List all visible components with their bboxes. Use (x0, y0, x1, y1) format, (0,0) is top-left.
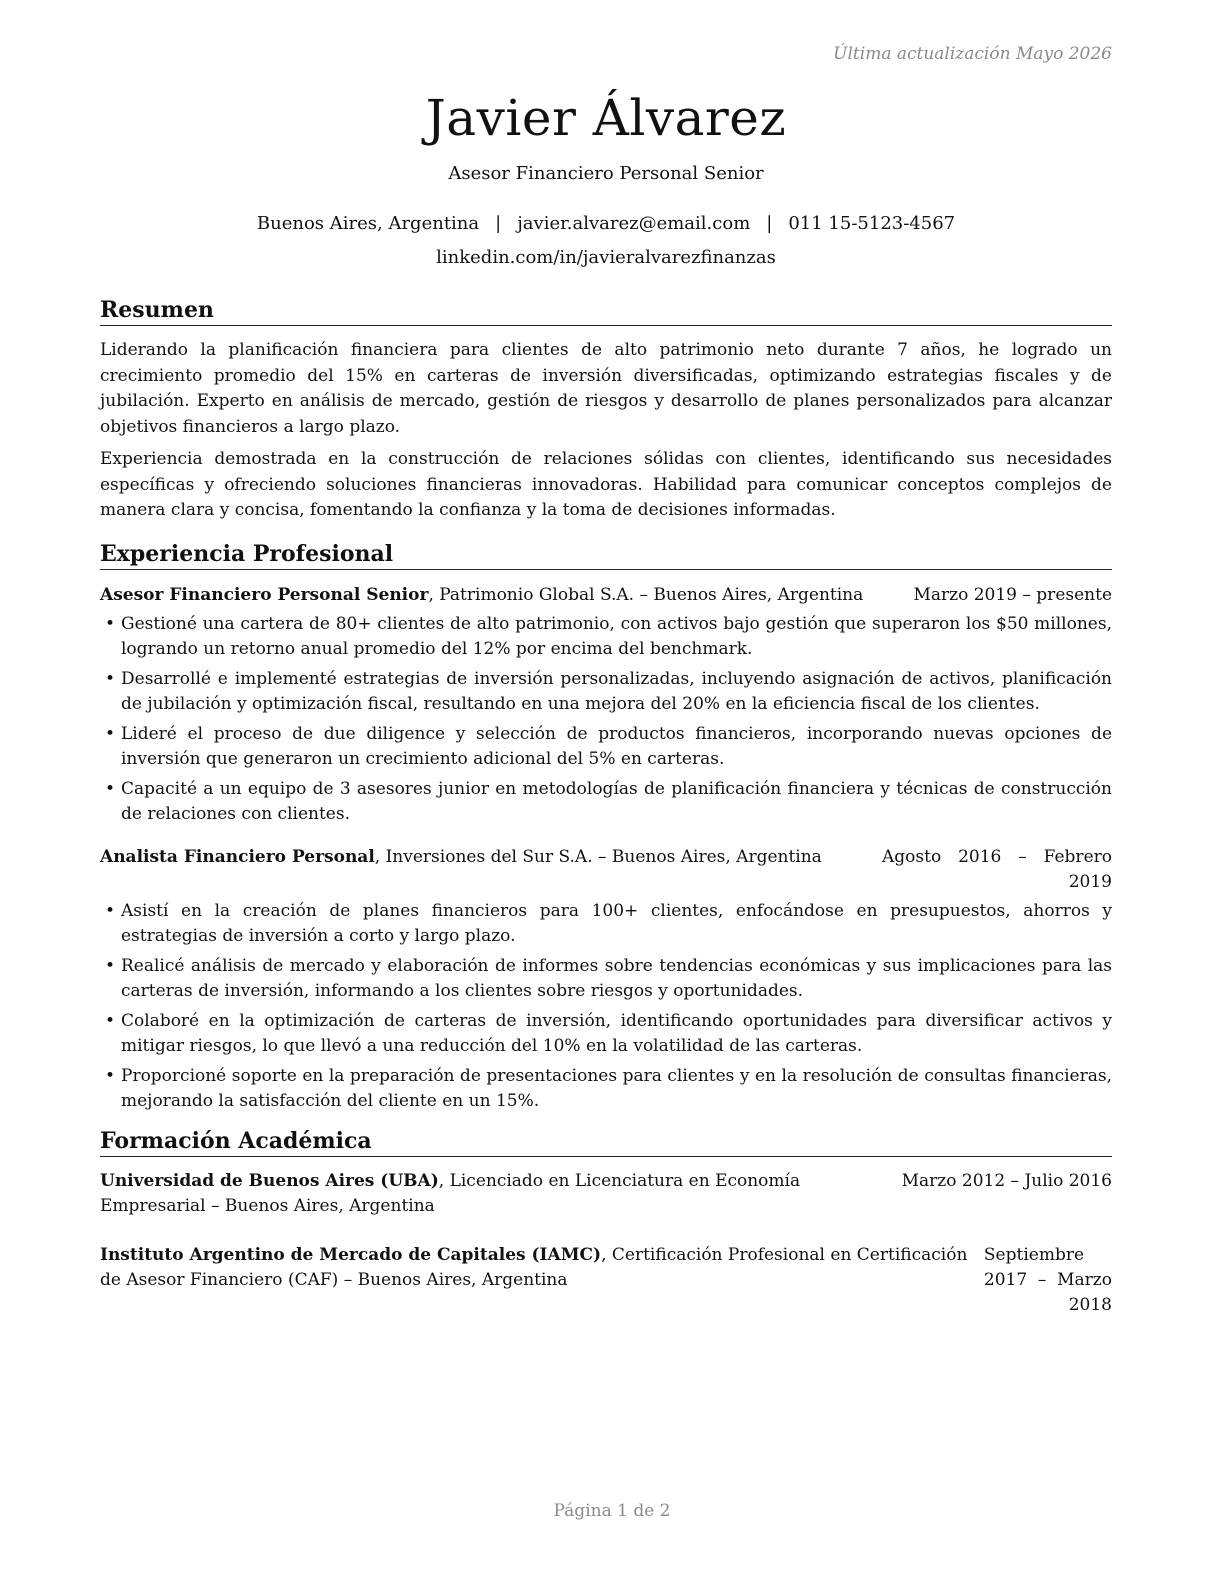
summary-section (100, 296, 1112, 524)
job-entry (100, 845, 1112, 1114)
section-heading-education: Formación Académica (100, 1127, 1112, 1157)
list-item: • Gestioné una cartera de 80+ clientes de alto patrimonio, con activos bajo gestión que superaron los $50 millones, logrando un retorno anual promedio del 12% por encima del benchmark. (105, 613, 1112, 659)
linkedin-link[interactable]: linkedin.com/in/javieralvarezfinanzas (436, 247, 776, 268)
section-heading-experience: Experiencia Profesional (100, 540, 1112, 570)
job-dates: Agosto 2016 – Febrero 2019 (882, 846, 1112, 892)
summary-paragraph: Liderando la planificación financiera para clientes de alto patrimonio neto durante 7 años, he logrado un crecimiento promedio del 15% en carteras de inversión diversificadas, optimizando estrategias fiscales y de jubilación. Experto en análisis de mercado, gestión de riesgos y desarrollo de planes personalizados para alcanzar objetivos financieros a largo plazo. (100, 340, 1112, 437)
degree-detail: , Licenciado en Licenciatura en Economía Empresarial – Buenos Aires, Argentina (100, 1170, 801, 1216)
bullet-icon: • (105, 668, 116, 689)
school-name: Universidad de Buenos Aires (UBA) (100, 1170, 439, 1191)
job-entry (100, 583, 1112, 827)
list-item: • Realicé análisis de mercado y elaboración de informes sobre tendencias económicas y sus implicaciones para las carteras de inversión, informando a los clientes sobre riesgos y oportunidades. (105, 955, 1112, 1001)
education-entry (100, 1243, 1112, 1318)
job-org: , Patrimonio Global S.A. – Buenos Aires, Argentina (428, 584, 864, 605)
education-dates: Marzo 2012 – Julio 2016 (901, 1170, 1112, 1191)
job-role: Asesor Financiero Personal Senior (100, 584, 429, 605)
last-updated: Última actualización Mayo 2026 (833, 44, 1112, 64)
phone: 011 15-5123-4567 (788, 213, 956, 234)
bullet-icon: • (105, 723, 116, 744)
bullet-icon: • (105, 1010, 116, 1031)
job-org: , Inversiones del Sur S.A. – Buenos Aires, Argentina (374, 846, 822, 867)
list-item: • Desarrollé e implementé estrategias de inversión personalizadas, incluyendo asignación de activos, planificación de jubilación y optimización fiscal, resultando en una mejora del 20% en la eficiencia fiscal de los clientes. (105, 668, 1112, 714)
contact-separator: | (766, 213, 773, 234)
bullet-icon: • (105, 955, 116, 976)
list-item: • Colaboré en la optimización de carteras de inversión, identificando oportunidades para diversificar activos y mitigar riesgos, lo que llevó a una reducción del 10% en la volatilidad de las carteras. (105, 1010, 1112, 1056)
location: Buenos Aires, Argentina (256, 213, 480, 234)
list-item: • Lideré el proceso de due diligence y selección de productos financieros, incorporando nuevas opciones de inversión que generaron un crecimiento adicional del 5% en carteras. (105, 723, 1112, 769)
education-section (100, 1127, 1112, 1318)
contact-line (100, 212, 1112, 236)
school-name: Instituto Argentino de Mercado de Capitales (IAMC) (100, 1244, 602, 1265)
bullet-icon: • (105, 900, 116, 921)
summary-paragraph: Experiencia demostrada en la construcción de relaciones sólidas con clientes, identificando sus necesidades específicas y ofreciendo soluciones financieras innovadoras. Habilidad para comunicar conceptos complejos de manera clara y concisa, fomentando la confianza y la toma de decisiones informadas. (100, 449, 1112, 520)
degree-detail: , Certificación Profesional en Certificación de Asesor Financiero (CAF) – Buenos Aires, Argentina (100, 1244, 968, 1290)
page-number: Página 1 de 2 (553, 1501, 671, 1521)
candidate-title: Asesor Financiero Personal Senior (448, 163, 764, 184)
email-link[interactable]: javier.alvarez@email.com (517, 213, 751, 234)
list-item: • Proporcioné soporte en la preparación de presentaciones para clientes y en la resolución de consultas financieras, mejorando la satisfacción del cliente en un 15%. (105, 1065, 1112, 1111)
job-bullets (100, 899, 1112, 1114)
bullet-icon: • (105, 613, 116, 634)
section-heading-summary: Resumen (100, 296, 1112, 326)
contact-separator: | (495, 213, 502, 234)
bullet-icon: • (105, 1065, 116, 1086)
list-item: • Asistí en la creación de planes financieros para 100+ clientes, enfocándose en presupuestos, ahorros y estrategias de inversión a corto y largo plazo. (105, 900, 1112, 946)
job-bullets (100, 612, 1112, 827)
job-dates: Marzo 2019 – presente (913, 584, 1112, 605)
list-item: • Capacité a un equipo de 3 asesores junior en metodologías de planificación financiera y técnicas de construcción de relaciones con clientes. (105, 778, 1112, 824)
education-dates: Septiembre 2017 – Marzo 2018 (983, 1244, 1112, 1315)
job-role: Analista Financiero Personal (100, 846, 375, 867)
bullet-icon: • (105, 778, 116, 799)
experience-section (100, 540, 1112, 1114)
job-header (100, 583, 1112, 608)
job-header (100, 845, 1112, 895)
candidate-name: Javier Álvarez (425, 89, 787, 147)
education-entry (100, 1169, 1112, 1219)
